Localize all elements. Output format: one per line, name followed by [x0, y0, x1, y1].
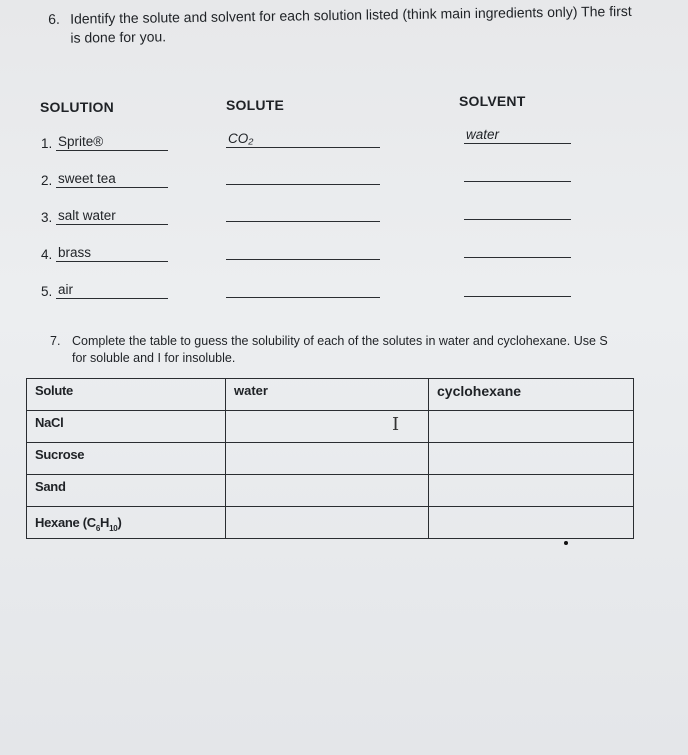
question-7-text-line2: for soluble and I for insoluble.	[72, 351, 236, 365]
question-6-number: 6.	[48, 10, 60, 27]
table-cell-cyclohexane[interactable]	[429, 443, 634, 475]
row-3-solution-blank[interactable]	[56, 206, 168, 225]
question-7-number: 7.	[50, 334, 61, 348]
table-cell-solute: Hexane (C6H10)	[27, 507, 226, 539]
table-cell-solute: Sand	[27, 475, 226, 507]
table-cell-solute: Sucrose	[27, 443, 226, 475]
table-row	[27, 411, 634, 443]
table-cell-water[interactable]	[226, 475, 429, 507]
table-cell-water[interactable]	[226, 507, 429, 539]
row-5-solution: air	[58, 282, 74, 297]
row-3-number: 3.	[41, 210, 53, 225]
row-1-solution-blank[interactable]	[56, 132, 168, 151]
question-6	[48, 2, 648, 48]
row-5-solvent-blank[interactable]	[464, 278, 571, 297]
header-solution: SOLUTION	[40, 99, 114, 115]
header-solvent: SOLVENT	[459, 93, 526, 109]
solubility-table	[26, 378, 634, 539]
row-1-solute-blank[interactable]	[226, 129, 380, 148]
row-4-solute-blank[interactable]	[226, 241, 380, 260]
row-4-solvent-blank[interactable]	[464, 239, 571, 258]
table-cell-cyclohexane[interactable]	[429, 475, 634, 507]
row-4-number: 4.	[41, 247, 53, 262]
table-header-water: water	[226, 379, 429, 411]
table-row	[27, 475, 634, 507]
row-2-solvent-blank[interactable]	[464, 163, 571, 182]
row-1-solvent: water	[466, 127, 500, 142]
table-cell-solute: NaCl	[27, 411, 226, 443]
table-header-row	[27, 379, 634, 411]
header-solute: SOLUTE	[226, 97, 284, 113]
row-1-solvent-blank[interactable]	[464, 125, 571, 144]
table-cell-water[interactable]	[226, 443, 429, 475]
row-1-solution: Sprite®	[58, 134, 104, 149]
text-cursor-icon: I	[392, 414, 400, 435]
row-2-solution-blank[interactable]	[56, 169, 168, 188]
row-5-number: 5.	[41, 284, 53, 299]
table-header-cyclohexane: cyclohexane	[429, 379, 634, 411]
question-7-text-line1: Complete the table to guess the solubility of each of the solutes in water and cyclohexane. Use S	[72, 334, 608, 348]
row-3-solute-blank[interactable]	[226, 203, 380, 222]
row-5-solution-blank[interactable]	[56, 280, 168, 299]
row-1-solute: CO₂	[228, 131, 254, 146]
row-2-number: 2.	[41, 173, 53, 188]
row-1-number: 1.	[41, 136, 53, 151]
question-6-text-line2: is done for you.	[70, 28, 167, 46]
row-4-solution: brass	[58, 245, 92, 260]
row-5-solute-blank[interactable]	[226, 279, 380, 298]
row-2-solute-blank[interactable]	[226, 166, 380, 185]
row-4-solution-blank[interactable]	[56, 243, 168, 262]
table-header-solute: Solute	[27, 379, 226, 411]
table-cell-cyclohexane[interactable]	[429, 507, 634, 539]
table-row	[27, 507, 634, 539]
question-7	[50, 333, 650, 367]
mouse-dot-icon	[564, 541, 568, 545]
table-cell-cyclohexane[interactable]	[429, 411, 634, 443]
row-3-solvent-blank[interactable]	[464, 201, 571, 220]
table-row	[27, 443, 634, 475]
row-2-solution: sweet tea	[58, 171, 116, 186]
row-3-solution: salt water	[58, 208, 116, 223]
question-6-text-line1: Identify the solute and solvent for each solution listed (think main ingredients only) The first	[70, 2, 632, 27]
